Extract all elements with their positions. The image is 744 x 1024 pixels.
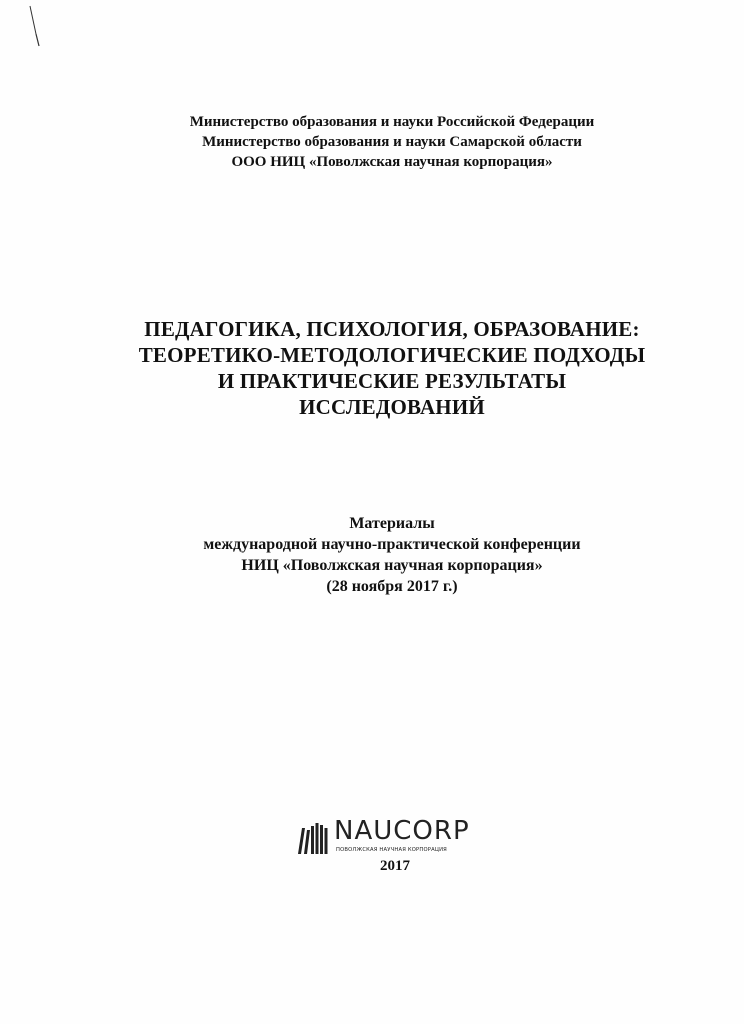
conference-date: (28 ноября 2017 г.) <box>326 578 458 595</box>
header-line-nic: ООО НИЦ «Поволжская научная корпорация» <box>231 154 553 170</box>
publication-year-wrap <box>0 858 744 875</box>
logo-name-part1: NAU <box>334 816 394 846</box>
logo-name-part2: CORP <box>393 816 470 846</box>
books-logo-icon <box>296 820 330 856</box>
naucorp-logo <box>296 818 486 858</box>
organization-header <box>0 112 744 172</box>
conference-organizer: НИЦ «Поволжская научная корпорация» <box>241 557 543 574</box>
conference-name: международной научно-практической конференции <box>203 536 581 553</box>
title-line-3: И ПРАКТИЧЕСКИЕ РЕЗУЛЬТАТЫ <box>217 369 567 393</box>
document-title <box>0 316 744 420</box>
title-line-2: ТЕОРЕТИКО-МЕТОДОЛОГИЧЕСКИЕ ПОДХОДЫ <box>138 343 646 367</box>
header-line-ministry-rf: Министерство образования и науки Российской Федерации <box>189 114 595 130</box>
logo-subtitle: ПОВОЛЖСКАЯ НАУЧНАЯ КОРПОРАЦИЯ <box>336 847 447 853</box>
title-line-4: ИССЛЕДОВАНИЙ <box>299 395 485 419</box>
materials-label: Материалы <box>349 515 435 532</box>
logo-wordmark <box>334 816 470 846</box>
title-line-1: ПЕДАГОГИКА, ПСИХОЛОГИЯ, ОБРАЗОВАНИЕ: <box>144 317 640 341</box>
conference-materials-block <box>0 513 744 597</box>
header-line-ministry-samara: Министерство образования и науки Самарской области <box>202 134 582 150</box>
scan-artifact-mark <box>6 4 46 64</box>
publication-year: 2017 <box>380 858 410 874</box>
